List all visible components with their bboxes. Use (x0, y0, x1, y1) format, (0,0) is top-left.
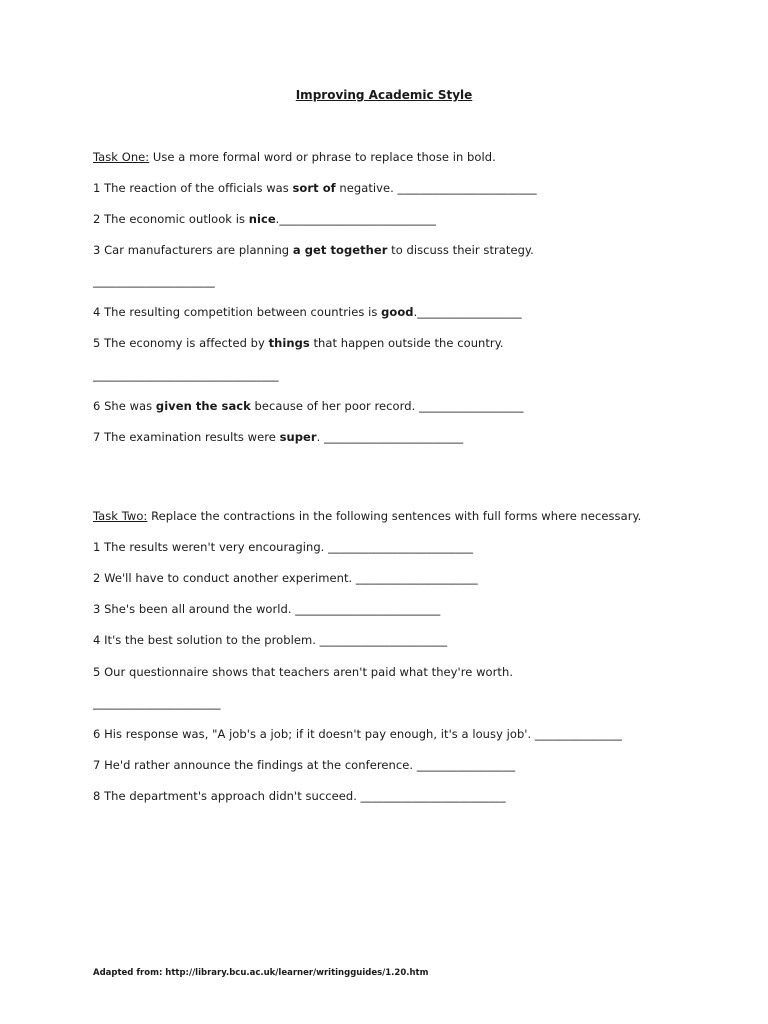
task-one-item-3-answer-blank: _____________________ (93, 274, 215, 288)
item-text-after: .__________________ (413, 305, 522, 319)
task-two-item-5: 5 Our questionnaire shows that teachers aren't paid what they're worth. (93, 665, 514, 679)
task-one-heading: Task One: (93, 150, 150, 164)
task-one-item-7 (93, 429, 463, 445)
item-text-before: 6 She was (93, 399, 156, 413)
task-two-item-4: 4 It's the best solution to the problem. ______________________ (93, 633, 448, 647)
task-two-item-3: 3 She's been all around the world. _________________________ (93, 602, 441, 616)
task-one-item-5-answer-blank: ________________________________ (93, 368, 279, 382)
task-one-item-1 (93, 180, 537, 196)
item-text-before: 5 The economy is affected by (93, 336, 269, 350)
task-one-instruction: Use a more formal word or phrase to replace those in bold. (149, 150, 496, 164)
item-bold-phrase: nice (248, 212, 276, 226)
item-text-before: 4 The resulting competition between countries is (93, 305, 382, 319)
item-text-before: 7 The examination results were (93, 430, 280, 444)
task-two-item-6: 6 His response was, "A job's a job; if it doesn't pay enough, it's a lousy job'. _______________ (93, 727, 622, 741)
item-text-after: . ________________________ (316, 430, 464, 444)
task-two-item-8: 8 The department's approach didn't succeed. _________________________ (93, 789, 506, 803)
item-text-before: 1 The reaction of the officials was (93, 181, 293, 195)
task-two-item-2: 2 We'll have to conduct another experiment. _____________________ (93, 571, 478, 585)
item-bold-phrase: things (268, 336, 310, 350)
task-two-item-7: 7 He'd rather announce the findings at the conference. _________________ (93, 758, 516, 772)
item-text-before: 2 The economic outlook is (93, 212, 249, 226)
task-one-item-4 (93, 304, 522, 320)
source-footer: Adapted from: http://library.bcu.ac.uk/learner/writingguides/1.20.htm (93, 968, 429, 978)
item-bold-phrase: sort of (292, 181, 336, 195)
item-text-after: negative. ________________________ (335, 181, 537, 195)
item-bold-phrase: a get together (292, 243, 388, 257)
document-title: Improving Academic Style (295, 88, 473, 102)
item-text-after: to discuss their strategy. (387, 243, 534, 257)
task-one-item-5 (93, 335, 504, 351)
task-one-item-2 (93, 211, 436, 227)
item-bold-phrase: given the sack (155, 399, 251, 413)
task-two-item-5-answer-blank: ______________________ (93, 696, 221, 710)
task-two-heading: Task Two: (93, 509, 148, 523)
item-text-after: because of her poor record. __________________ (250, 399, 524, 413)
item-text-after: .___________________________ (275, 212, 436, 226)
task-one-instruction-line (93, 149, 496, 165)
task-two-instruction: Replace the contractions in the following sentences with full forms where necessary. (147, 509, 642, 523)
task-one-item-6 (93, 398, 523, 414)
item-bold-phrase: super (279, 430, 317, 444)
item-text-before: 3 Car manufacturers are planning (93, 243, 293, 257)
task-two-item-1: 1 The results weren't very encouraging. _________________________ (93, 540, 474, 554)
task-two-instruction-line (93, 508, 641, 524)
item-text-after: that happen outside the country. (309, 336, 504, 350)
item-bold-phrase: good (381, 305, 414, 319)
task-one-item-3 (93, 242, 534, 258)
